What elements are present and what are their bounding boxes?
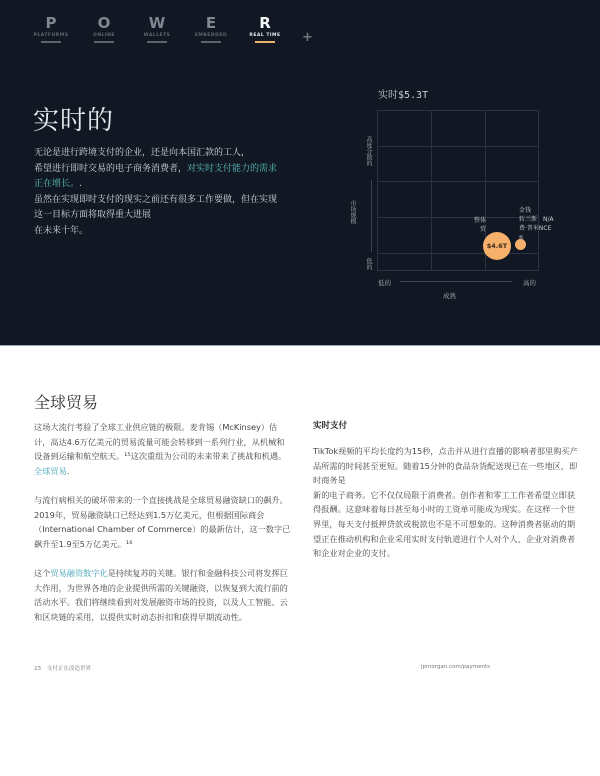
- paragraph: 新的电子商务。它不仅仅局限于消费者。创作者和零工工作者希望立即获得报酬。这意味着每日甚至每小时的工资单可能成为现实。在这样一个世界里，每天支付抵押贷款或税款也不是不可想象的。这种消费者驱动的期望正在推动机构和企业采用实时支付轨道进行个人对个人、企业对消费者和企业对企业的支付。: [313, 489, 576, 559]
- y-axis-top-label: 高度分散的: [365, 136, 372, 166]
- section-title-global-trade: 全球贸易: [34, 393, 99, 412]
- footer-url[interactable]: jpmorgan.com/payments: [421, 664, 490, 670]
- hero-section: [0, 0, 600, 345]
- x-axis-line: [400, 281, 512, 282]
- nav-letter: O: [97, 14, 111, 32]
- nav-underline: [147, 41, 167, 43]
- bubble-label-line: 转兰斯: [519, 216, 538, 223]
- small-bubble-value: N/A: [543, 216, 554, 223]
- nav-letter: E: [205, 14, 217, 32]
- hero-line: .: [79, 179, 82, 190]
- nav-item-real-time[interactable]: [230, 14, 300, 43]
- page-number: 23: [34, 666, 41, 672]
- paragraph-text: .: [66, 465, 70, 476]
- chart-title: 实时$5.3T: [378, 90, 429, 101]
- gridline: [378, 253, 538, 254]
- nav-letter: P: [45, 14, 57, 32]
- nav-underline: [94, 41, 114, 43]
- gridline: [378, 181, 538, 182]
- hero-paragraph: [34, 146, 284, 240]
- nav-letter: R: [259, 14, 271, 32]
- bubble-label-line: 帐: [519, 236, 524, 241]
- paragraph: [34, 566, 292, 624]
- trade-finance-digitization-link[interactable]: 贸易融资数字化: [50, 567, 108, 578]
- nav-label: ONLINE: [93, 33, 115, 38]
- hero-line: 无论是进行跨境支付的企业，还是向本国汇款的工人，: [34, 148, 251, 158]
- bubble-overall-market: $4.6T: [483, 232, 511, 260]
- nav-label: PLATFORMS: [33, 33, 69, 38]
- section-divider: [0, 345, 600, 346]
- hero-line: 在未来十年。: [34, 225, 89, 236]
- plus-icon[interactable]: +: [302, 30, 313, 45]
- paragraph-text: 是持续复苏的关键。银行和金融科技公司将发挥巨大作用，为世界各地的企业提供所需的关键融资，以恢复到大流行前的活动水平。我们将继续看到对发展融资市场的投资，以及人工智能、云和区块链的采用，以提供实时动态折扣和获得早期流动性。: [34, 567, 288, 622]
- hero-line: 希望进行即时交易的电子商务消费者，: [34, 163, 188, 174]
- bubble-label-line: 整体: [473, 217, 486, 224]
- nav-label: WALLETS: [143, 33, 171, 38]
- x-axis-title: 成熟: [443, 292, 456, 300]
- nav-underline-active: [255, 41, 275, 43]
- global-trade-column: [34, 420, 292, 639]
- realtime-payments-column: [313, 444, 583, 561]
- page-title: 实时的: [33, 106, 115, 136]
- global-trade-link[interactable]: 全球贸易: [34, 465, 67, 476]
- paragraph: [34, 493, 292, 551]
- bubble-label-line: 费·普米NCE: [519, 225, 552, 232]
- paragraph-text: 与流行病相关的破坏带来的一个直接挑战是全球贸易融资缺口的飙升。2019年，贸易融资缺口已经达到1.5万亿美元，但根据国际商会（International Chamber of Commerce）的最新估计，这一数字已飙升至1.9至5万亿美元。¹⁶: [34, 494, 291, 549]
- paragraph-text: 这个: [34, 567, 51, 578]
- big-bubble-label: [470, 216, 486, 234]
- section-title-realtime-payments: 实时支付: [313, 421, 348, 431]
- paragraph-text: 这场大流行考验了全球工业供应链的极限。麦肯锡（McKinsey）估计，高达4.6万亿美元的贸易流量可能会转移到一系列行业，从机械和设备到运输和航空航天。¹⁵这次重组为公司的未来带来了挑战和机遇。: [34, 422, 287, 462]
- nav-label: REAL TIME: [249, 33, 281, 38]
- footer-left: [34, 664, 91, 672]
- gridline: [431, 111, 432, 270]
- paragraph: TikTok视频的平均长度约为15秒，点击并从进行直播的影响者那里购买产品所需的时间甚至更短。随着15分钟的食品杂货配送现已在一些地区，即时商务是: [313, 446, 578, 486]
- paragraph: [34, 420, 292, 478]
- x-axis-high-label: 高的: [523, 279, 536, 287]
- bubble-label-line: 贸: [479, 226, 486, 233]
- nav-letter: W: [148, 14, 166, 32]
- footer-title: 支付正在改造世界: [47, 666, 92, 672]
- x-axis-low-label: 低的: [378, 279, 391, 287]
- y-axis-bottom-label: 低的: [365, 258, 372, 270]
- y-axis-line: [371, 180, 372, 252]
- bubble-label-line: 金钱: [519, 207, 532, 214]
- gridline: [378, 146, 538, 147]
- small-bubble-label: [519, 206, 551, 243]
- nav-underline: [201, 41, 221, 43]
- hero-line: 虽然在实现即时支付的现实之前还有很多工作要做，但在实现这一目标方面将取得重大进展: [34, 194, 278, 221]
- nav-label: EMBEDDED: [194, 33, 228, 38]
- y-axis-title: 市场规模: [349, 200, 356, 224]
- gridline: [378, 217, 538, 218]
- hero-highlight: 对实时支付能力的需求正在增长。: [34, 163, 278, 190]
- nav-underline: [41, 41, 61, 43]
